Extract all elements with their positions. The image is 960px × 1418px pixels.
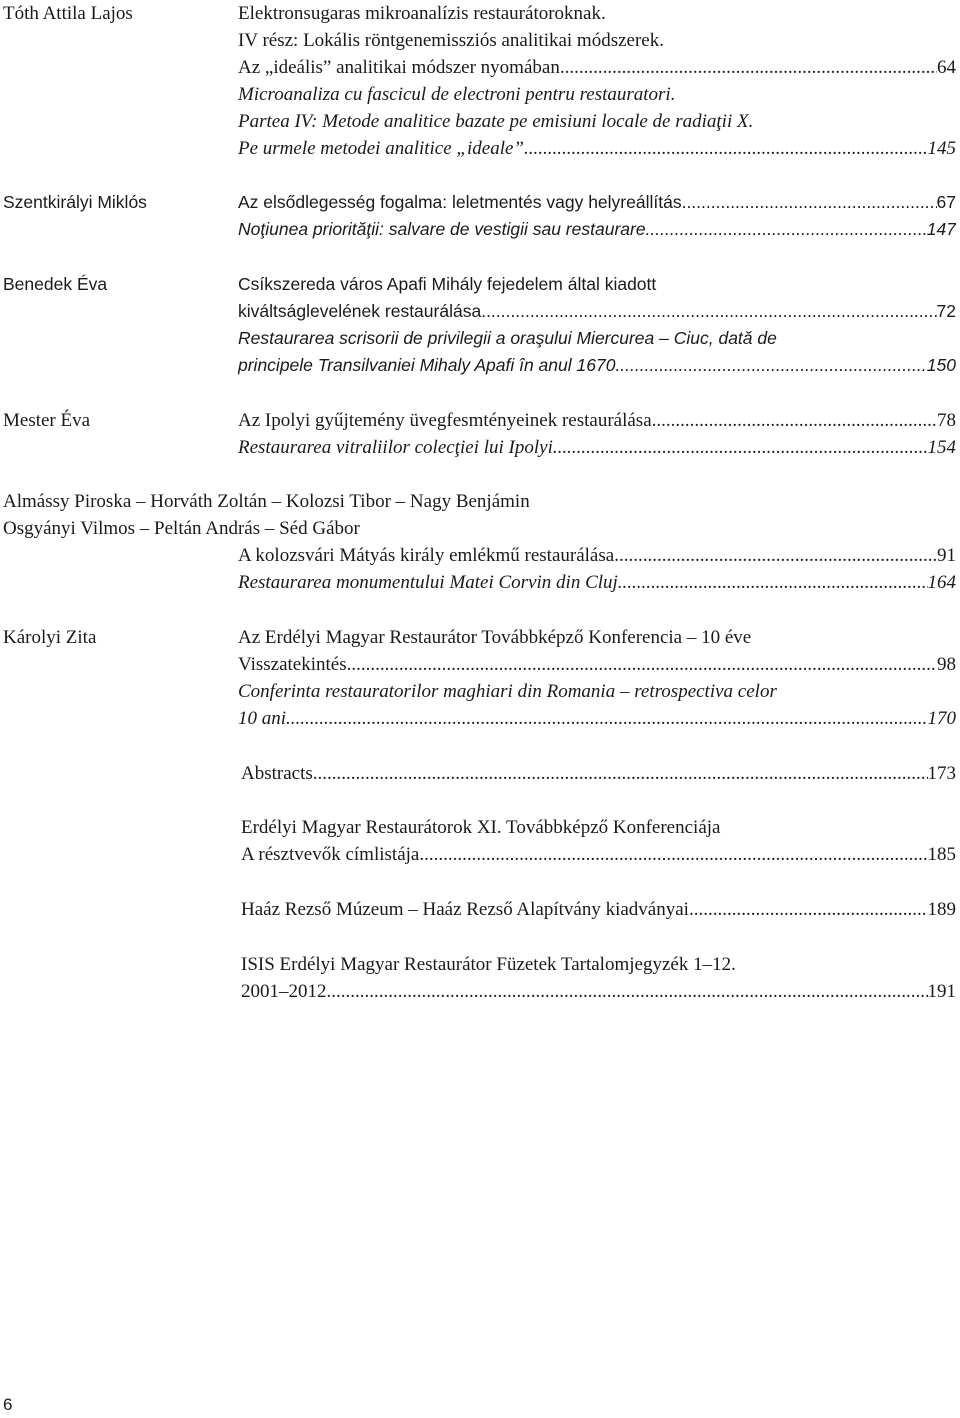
entry-title-line: Pe urmele metodei analitice „ideale” ..... 145	[238, 135, 956, 162]
entry-title-line: IV rész: Lokális röntgenemissziós analitikai módszerek.	[238, 30, 664, 51]
leader-dots	[286, 705, 927, 732]
entry-title-line: Noţiunea priorităţii: salvare de vestigii sau restaurare ..... 147	[238, 216, 956, 243]
entry-title-line: Az elsődlegesség fogalma: leletmentés vagy helyreállítás ..... 67	[238, 189, 956, 216]
entry-author: Károlyi Zita	[3, 627, 97, 648]
entry-title-line: Az Ipolyi gyűjtemény üvegfesmtényeinek restaurálása ..... 78	[238, 407, 956, 434]
entry-author: Tóth Attila Lajos	[3, 3, 133, 24]
page-ref: 72	[936, 301, 956, 321]
entry-title-line: Elektronsugaras mikroanalízis restaurátoroknak.	[238, 3, 606, 24]
entry-title-line: Csíkszereda város Apafi Mihály fejedelem által kiadott	[238, 274, 657, 294]
entry-title-line: Restaurarea scrisorii de privilegii a oraşului Miercurea – Ciuc, dată de	[238, 328, 777, 348]
entry-title-line: Microanaliza cu fascicul de electroni pentru restauratori.	[238, 84, 676, 105]
leader-dots	[689, 896, 928, 923]
entry-author: Mester Éva	[3, 410, 91, 431]
leader-dots	[614, 542, 937, 569]
entry-title-line: Restaurarea monumentului Matei Corvin din Cluj ..... 164	[238, 569, 956, 596]
entry-title-line: Az „ideális” analitikai módszer nyomában ..... 64	[238, 54, 956, 81]
page-ref: 147	[926, 219, 956, 239]
entry-title-line: 10 ani ..... 170	[238, 705, 956, 732]
entry-title-line: ISIS Erdélyi Magyar Restaurátor Füzetek Tartalomjegyzék 1–12.	[241, 954, 736, 975]
page-ref: 170	[927, 708, 956, 729]
leader-dots	[419, 841, 927, 868]
entry-author: Szentkirályi Miklós	[3, 192, 147, 212]
leader-dots	[524, 135, 928, 162]
page-ref: 154	[927, 437, 956, 458]
leader-dots	[615, 352, 926, 379]
entry-title-line: Conferinta restauratorilor maghiari din Romania – retrospectiva celor	[238, 681, 777, 702]
page-ref: 189	[927, 899, 956, 920]
leader-dots	[331, 978, 927, 1005]
entry-title-line: Abstracts ..... 173	[241, 760, 956, 787]
leader-dots	[646, 216, 927, 243]
entry-title-line: A résztvevők címlistája ..... 185	[241, 841, 956, 868]
page-ref: 98	[937, 654, 956, 675]
page-ref: 67	[936, 192, 956, 212]
page-ref: 191	[927, 981, 956, 1002]
leader-dots	[682, 189, 937, 216]
page-ref: 164	[927, 572, 956, 593]
entry-title-line: 2001–2012. ..... 191	[241, 978, 956, 1005]
entry-title-line: Restaurarea vitraliilor colecţiei lui Ipolyi ..... 154	[238, 434, 956, 461]
entry-title-line: Haáz Rezső Múzeum – Haáz Rezső Alapítvány kiadványai ..... 189	[241, 896, 956, 923]
entry-authors-line: Almássy Piroska – Horváth Zoltán – Kolozsi Tibor – Nagy Benjámin	[3, 491, 530, 512]
leader-dots	[652, 407, 937, 434]
page-ref: 173	[927, 763, 956, 784]
entry-title-line: Az Erdélyi Magyar Restaurátor Továbbképző Konferencia – 10 éve	[238, 627, 752, 648]
page-ref: 185	[927, 844, 956, 865]
entry-title-line: A kolozsvári Mátyás király emlékmű restaurálása ..... 91	[238, 542, 956, 569]
page-ref: 145	[927, 138, 956, 159]
page-ref: 78	[937, 410, 956, 431]
entry-author: Benedek Éva	[3, 274, 108, 294]
entry-title-line: kiváltságlevelének restaurálása ..... 72	[238, 298, 956, 325]
page-ref: 150	[926, 355, 956, 375]
entry-title-line: Erdélyi Magyar Restaurátorok XI. Továbbképző Konferenciája	[241, 817, 721, 838]
leader-dots	[313, 760, 928, 787]
entry-authors-line: Osgyányi Vilmos – Peltán András – Séd Gábor	[3, 518, 360, 539]
leader-dots	[560, 54, 937, 81]
leader-dots	[618, 569, 928, 596]
leader-dots	[351, 651, 937, 678]
entry-title-line: Partea IV: Metode analitice bazate pe emisiuni locale de radiaţii X.	[238, 111, 754, 132]
page-number: 6	[3, 1395, 13, 1414]
page-ref: 91	[937, 545, 956, 566]
entry-title-line: Visszatekintés. ..... 98	[238, 651, 956, 678]
entry-title-line: principele Transilvaniei Mihaly Apafi în anul 1670 ..... 150	[238, 352, 956, 379]
page-ref: 64	[937, 57, 956, 78]
leader-dots	[553, 434, 928, 461]
leader-dots	[481, 298, 936, 325]
